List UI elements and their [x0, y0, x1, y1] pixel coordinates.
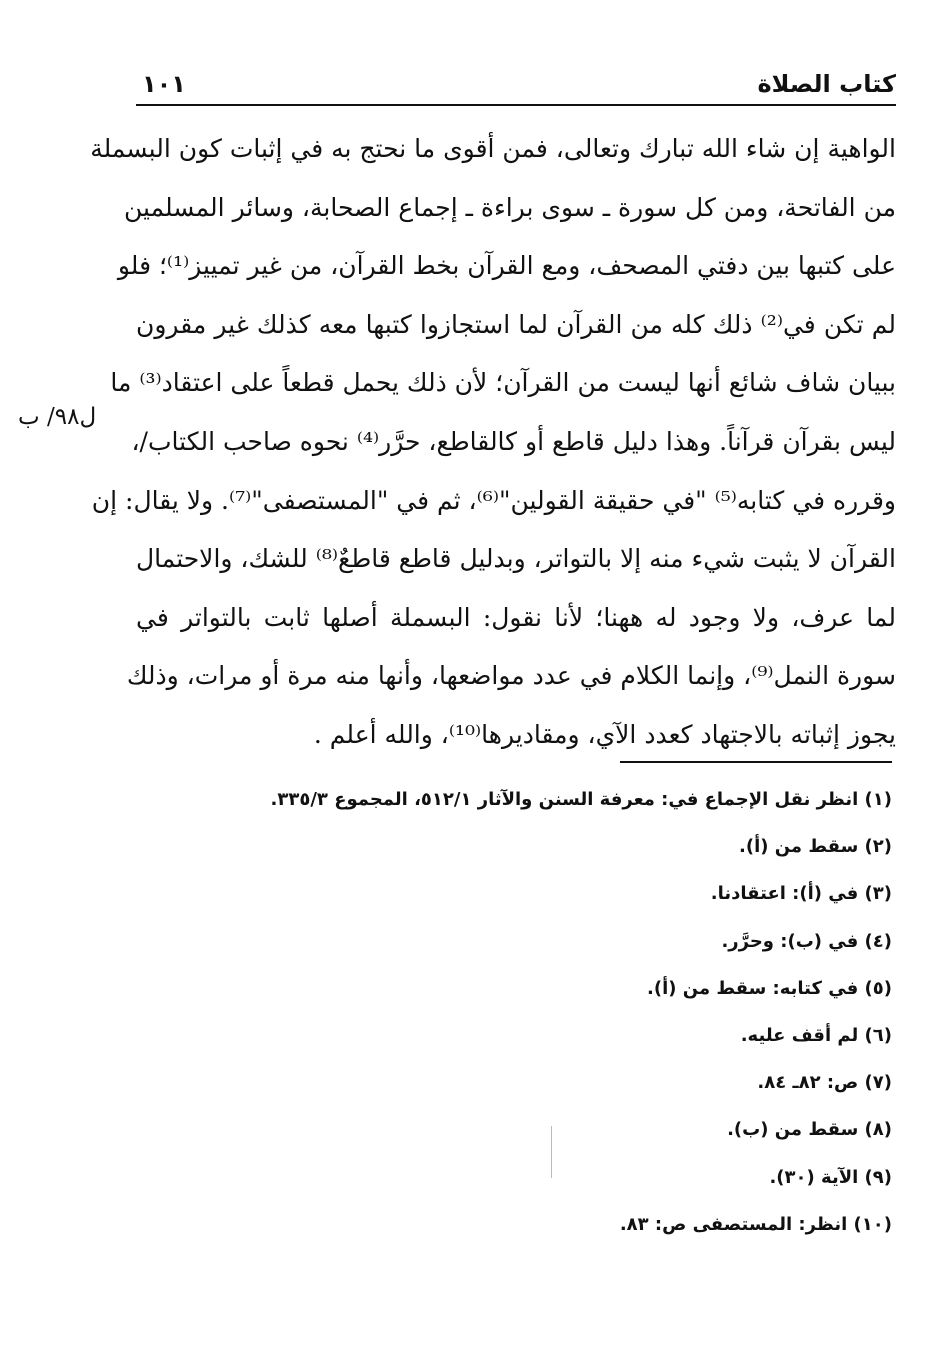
page-number: ١٠١ — [142, 70, 186, 98]
body-line: من الفاتحة، ومن كل سورة ـ سوى براءة ـ إجماع الصحابة، وسائر المسلمين — [124, 192, 896, 222]
footnote: (٢) سقط من (أ). — [739, 836, 892, 858]
footnote: (٥) في كتابه: سقط من (أ). — [647, 977, 892, 999]
body-line: على كتبها بين دفتي المصحف، ومع القرآن بخط القرآن، من غير تمييز⁽¹⁾؛ فلو — [117, 251, 896, 281]
footnote: (٣) في (أ): اعتقادنا. — [710, 883, 892, 905]
body-line: سورة النمل⁽⁹⁾، وإنما الكلام في عدد مواضعها، وأنها منه مرة أو مرات، وذلك — [126, 661, 896, 691]
footnote: (٨) سقط من (ب). — [727, 1119, 892, 1141]
scan-artifact-line — [551, 1126, 552, 1178]
footnote: (١) انظر نقل الإجماع في: معرفة السنن والآثار ٥١٢/١، المجموع ٣٣٥/٣. — [270, 789, 892, 810]
body-line: لم تكن في⁽²⁾ ذلك كله من القرآن لما استجازوا كتبها معه كذلك غير مقرون — [136, 309, 897, 339]
body-line: ببيان شاف شائع أنها ليست من القرآن؛ لأن ذلك يحمل قطعاً على اعتقاد⁽³⁾ ما — [110, 368, 896, 398]
footnote: (٦) لم أقف عليه. — [740, 1024, 892, 1046]
body-text — [90, 120, 897, 765]
body-line: يجوز إثباته بالاجتهاد كعدد الآي، ومقاديرها⁽¹⁰⁾، والله أعلم . — [313, 719, 896, 749]
chapter-title: كتاب الصلاة — [757, 70, 896, 98]
footnote-divider — [620, 761, 892, 763]
body-line: القرآن لا يثبت شيء منه إلا بالتواتر، وبدليل قاطع قاطعٌ⁽⁸⁾ للشك، والاحتمال — [135, 544, 896, 574]
page-header — [136, 70, 896, 106]
footnote: (٩) الآية (٣٠). — [769, 1166, 892, 1188]
body-line: الواهية إن شاء الله تبارك وتعالى، فمن أقوى ما نحتج به في إثبات كون البسملة — [90, 134, 896, 163]
body-line: ليس بقرآن قرآناً. وهذا دليل قاطع أو كالقاطع، حرَّر⁽⁴⁾ نحوه صاحب الكتاب/، — [131, 426, 896, 456]
footnote: (١٠) انظر: المستصفى ص: ٨٣. — [619, 1213, 892, 1235]
manuscript-margin-note: ل٩٨/ ب — [18, 404, 97, 430]
footnote: (٧) ص: ٨٢ـ ٨٤. — [757, 1072, 892, 1094]
footnotes — [136, 776, 892, 1248]
body-line: وقرره في كتابه⁽⁵⁾ "في حقيقة القولين"⁽⁶⁾، ثم في "المستصفى"⁽⁷⁾. ولا يقال: إن — [91, 485, 896, 515]
footnote: (٤) في (ب): وحرَّر. — [721, 930, 892, 952]
body-line: لما عرف، ولا وجود له ههنا؛ لأنا نقول: البسملة أصلها ثابت بالتواتر في — [136, 602, 896, 632]
